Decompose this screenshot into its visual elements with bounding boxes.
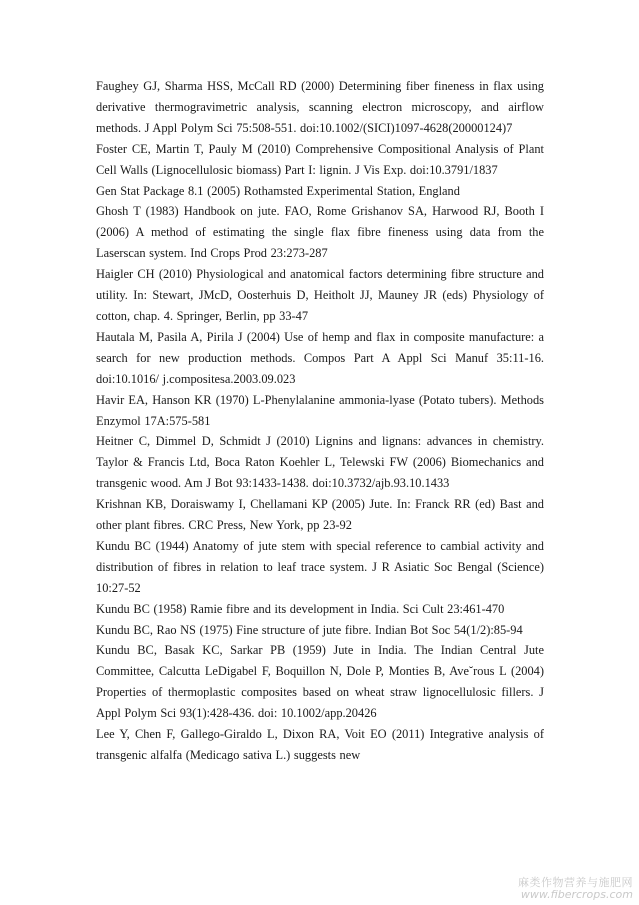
site-watermark [518, 877, 633, 901]
reference-entry: Kundu BC (1958) Ramie fibre and its development in India. Sci Cult 23:461-470 [96, 601, 505, 616]
reference-entry: Kundu BC, Rao NS (1975) Fine structure of jute fibre. Indian Bot Soc 54(1/2):85-94 [96, 622, 523, 637]
watermark-url: www.fibercrops.com [520, 888, 633, 901]
reference-list [96, 76, 544, 766]
reference-entry: Foster CE, Martin T, Pauly M (2010) Comprehensive Compositional Analysis of Plant Cell Walls (Lignocellulosic biomass) Part I: lignin. J Vis Exp. doi:10.3791/1837 [96, 141, 544, 177]
reference-entry: Hautala M, Pasila A, Pirila J (2004) Use of hemp and flax in composite manufacture: a search for new production methods. Compos Part A Appl Sci Manuf 35:11-16. doi:10.1016/ j.compositesa.2003.09.023 [96, 329, 544, 386]
reference-entry: Gen Stat Package 8.1 (2005) Rothamsted Experimental Station, England [96, 183, 460, 198]
reference-entry: Kundu BC, Basak KC, Sarkar PB (1959) Jute in India. The Indian Central Jute Committee, Calcutta LeDigabel F, Boquillon N, Dole P, Monties B, Ave˘rous L (2004) Properties of thermoplastic composites based on wheat straw lignocellulosic fillers. J Appl Polym Sci 93(1):428-436. doi: 10.1002/app.20426 [96, 643, 544, 721]
reference-entry: Ghosh T (1983) Handbook on jute. FAO, Rome Grishanov SA, Harwood RJ, Booth I (2006) A method of estimating the single flax fibre fineness using data from the Laserscan system. Ind Crops Prod 23:273-287 [96, 204, 544, 261]
reference-entry: Faughey GJ, Sharma HSS, McCall RD (2000) Determining fiber fineness in flax using derivative thermogravimetric analysis, scanning electron microscopy, and airflow methods. J Appl Polym Sci 75:508-551. doi:10.1002/(SICI)1097-4628(20000124)7 [96, 79, 544, 135]
reference-entry: Havir EA, Hanson KR (1970) L-Phenylalanine ammonia-lyase (Potato tubers). Methods Enzymol 17A:575-581 [96, 392, 544, 428]
reference-entry: Haigler CH (2010) Physiological and anatomical factors determining fibre structure and utility. In: Stewart, JMcD, Oosterhuis D, Heitholt JJ, Mauney JR (eds) Physiology of cotton, chap. 4. Springer, Berlin, pp 33-47 [96, 267, 544, 323]
reference-entry: Heitner C, Dimmel D, Schmidt J (2010) Lignins and lignans: advances in chemistry. Taylor & Francis Ltd, Boca Raton Koehler L, Telewski FW (2006) Biomechanics and transgenic wood. Am J Bot 93:1433-1438. doi:10.3732/ajb.93.10.1433 [96, 434, 544, 491]
reference-entry: Lee Y, Chen F, Gallego-Giraldo L, Dixon RA, Voit EO (2011) Integrative analysis of transgenic alfalfa (Medicago sativa L.) suggests new [96, 727, 544, 762]
reference-entry: Kundu BC (1944) Anatomy of jute stem with special reference to cambial activity and distribution of fibres in relation to leaf trace system. J R Asiatic Soc Bengal (Science) 10:27-52 [96, 538, 544, 595]
watermark-chinese-text: 麻类作物营养与施肥网 [518, 876, 633, 889]
reference-entry: Krishnan KB, Doraiswamy I, Chellamani KP (2005) Jute. In: Franck RR (ed) Bast and other plant fibres. CRC Press, New York, pp 23-92 [96, 497, 544, 533]
